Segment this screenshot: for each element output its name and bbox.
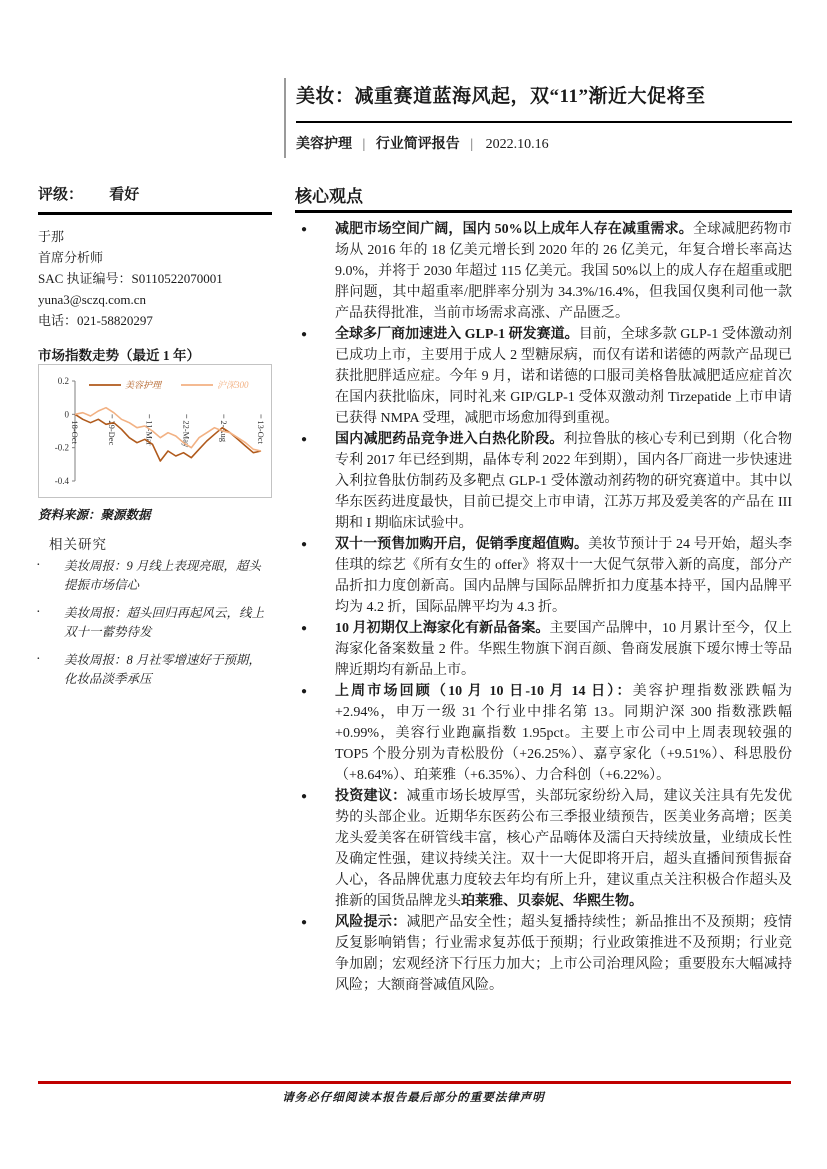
core-views-list — [295, 219, 792, 996]
legal-disclaimer: 请务必仔细阅读本报告最后部分的重要法律声明 — [282, 1092, 545, 1104]
industry-category: 美容护理 — [296, 137, 352, 152]
chart-title: 市场指数走势（最近 1 年） — [38, 348, 200, 363]
page-title: 美妆：减重赛道蓝海风起，双“11”渐近大促将至 — [296, 86, 706, 107]
subtitle-separator: | — [470, 137, 474, 152]
market-index-chart — [38, 364, 272, 498]
bullet-marker: ● — [301, 686, 308, 697]
bullet-marker: ● — [301, 329, 308, 340]
svg-text:-0.2: -0.2 — [54, 442, 69, 453]
bullet-body: 减重市场长坡厚雪，头部玩家纷纷入局，建议关注具有先发优势的头部企业。近期华东医药公布三季报业绩预告，医美业务高增；医美龙头爱美客在研管线丰富，核心产品嗨体及濡白天持续放量，业绩成长性及确定性强，建议持续关注。双十一大促即将开启，超头直播间预售振奋人心，各品牌优惠力度较去年均有所上升，建议重点关注积极合作超头及推新的国货品牌龙头 — [335, 789, 792, 909]
bullet-lead: 国内减肥药品竞争进入白热化阶段。 — [335, 432, 564, 447]
rating-value: 看好 — [109, 186, 140, 203]
bullet-body: 美容护理指数涨跌幅为 +2.94%，申万一级 31 个行业中排名第 13。同期沪深 300 指数涨跌幅 +0.99%，美容行业跑赢指数 1.95pct。主要上市公司中上周表现较强的 TOP5 个股分别为青松股份（+26.25%）、嘉亨家化（+9.51%）、科思股份（+8.64%）、珀莱雅（+6.35%）、力合科创（+6.22%）。 — [335, 684, 793, 783]
svg-text:-0.4: -0.4 — [54, 476, 69, 486]
report-subtitle — [296, 133, 793, 153]
bullet-body: 全球减肥药物市场从 2016 年的 18 亿美元增长到 2020 年的 26 亿美元，年复合增长率高达 9.0%，并将于 2030 年超过 115 亿美元。我国 50%以上的成人存在超重或肥胖问题，其中超重率/肥胖率分别为 34.3%/16.4%，但我国仅奥利司他一款产品获得批准，当前市场需求高涨、产品匮乏。 — [335, 222, 793, 321]
bullet-body: 利拉鲁肽的核心专利已到期（化合物专利 2017 年已经到期，晶体专利 2022 年到期），国内各厂商进一步快速进入利拉鲁肽仿制药及多靶点 GLP-1 受体激动剂药物的研究赛道中。其中以华东医药进度最快，目前已提交上市申请，江苏万邦及爱美客的产品在 III 期和 I 期临床试验中。 — [335, 432, 793, 531]
report-date: 2022.10.16 — [485, 137, 549, 152]
core-view-item — [295, 219, 792, 324]
related-research-item — [34, 651, 272, 689]
bullet-marker: ● — [301, 434, 308, 445]
title-accent-bar — [284, 78, 286, 158]
analyst-email: yuna3@sczq.com.cn — [38, 292, 146, 307]
subtitle-separator: | — [362, 137, 366, 152]
related-research-item — [34, 557, 272, 595]
svg-text:11-Mar: 11-Mar — [144, 420, 155, 446]
bullet-marker: ● — [301, 224, 308, 235]
analyst-phone: 电话：021-58820297 — [38, 313, 153, 328]
core-view-item — [295, 912, 792, 996]
analyst-sac-number: SAC 执证编号：S0110522070001 — [38, 271, 223, 286]
bullet-text — [335, 324, 792, 429]
related-research-text: 美妆周报：9 月线上表现亮眼，超头提振市场信心 — [64, 559, 261, 592]
svg-text:0: 0 — [64, 409, 69, 420]
core-view-item — [295, 681, 792, 786]
footer-red-rule — [38, 1081, 791, 1084]
svg-text:13-Oct: 13-Oct — [256, 420, 266, 444]
bullet-bold-tail: 珀莱雅、贝泰妮、华熙生物。 — [461, 894, 643, 909]
core-view-item — [295, 429, 792, 534]
analyst-block — [38, 226, 272, 331]
line-chart-canvas — [39, 365, 271, 497]
bullet-text — [335, 429, 792, 534]
list-bullet-dot: · — [36, 558, 41, 573]
bullet-text — [335, 786, 792, 912]
svg-text:美容护理: 美容护理 — [125, 380, 162, 390]
bullet-text — [335, 912, 792, 996]
core-view-item — [295, 618, 792, 681]
bullet-lead: 风险提示： — [335, 915, 407, 930]
bullet-lead: 双十一预售加购开启，促销季度超值购。 — [335, 537, 589, 552]
bullet-body: 减肥产品安全性；超头复播持续性；新品推出不及预期；疫情反复影响销售；行业需求复苏低于预期；行业政策推进不及预期；行业竞争加剧；宏观经济下行压力加大；上市公司治理风险；重要股东大幅减持风险；大额商誉减值风险。 — [335, 915, 792, 993]
bullet-text — [335, 534, 792, 618]
core-view-item — [295, 534, 792, 618]
svg-text:29-Dec: 29-Dec — [107, 420, 118, 446]
related-research-list — [34, 557, 272, 698]
related-research-item — [34, 604, 272, 642]
svg-text:22-May: 22-May — [181, 420, 192, 448]
related-research-text: 美妆周报：8 月社零增速好于预期，化妆品淡季承压 — [64, 653, 261, 686]
svg-text:18-Oct: 18-Oct — [70, 420, 80, 444]
bullet-lead: 全球多厂商加速进入 GLP-1 研发赛道。 — [335, 327, 579, 342]
list-bullet-dot: · — [36, 652, 41, 667]
rating-label: 评级： — [38, 186, 84, 203]
chart-source: 资料来源：聚源数据 — [38, 508, 151, 522]
bullet-text — [335, 618, 792, 681]
analyst-title: 首席分析师 — [38, 250, 104, 265]
bullet-lead: 10 月初期仅上海家化有新品备案。 — [335, 621, 550, 636]
list-bullet-dot: · — [36, 605, 41, 620]
svg-text:0.2: 0.2 — [57, 376, 69, 386]
bullet-marker: ● — [301, 623, 308, 634]
bullet-text — [335, 219, 792, 324]
bullet-body: 主要国产品牌中，10 月累计至今，仅上海家化备案数量 2 件。华熙生物旗下润百颜、鲁商发展旗下瑷尔博士等品牌近期均有新品上市。 — [335, 621, 793, 678]
bullet-body: 目前，全球多款 GLP-1 受体激动剂已成功上市，主要用于成人 2 型糖尿病，而仅有诺和诺德的两款产品现已获批肥胖适应症。今年 9 月，诺和诺德的口服司美格鲁肽减肥适应症首次在国内获批临床，同时礼来 GIP/GLP-1 受体双激动剂 Tirzepatide 上市申请已获得 NMPA 受理，减肥市场愈加得到重视。 — [335, 327, 792, 426]
bullet-text — [335, 681, 792, 786]
bullet-marker: ● — [301, 791, 308, 802]
bullet-lead: 投资建议： — [335, 789, 407, 804]
bullet-body: 美妆节预计于 24 号开始，超头李佳琪的综艺《所有女生的 offer》将双十一大促气氛带入新的高度，部分产品折扣力度创新高。国内品牌与国际品牌折扣力度基本持平，国内品牌平均为 4.2 折，国际品牌平均为 4.3 折。 — [335, 537, 792, 615]
related-research-title: 相关研究 — [49, 537, 107, 552]
analyst-name: 于那 — [38, 229, 65, 244]
core-views-divider — [295, 210, 792, 213]
bullet-lead: 减肥市场空间广阔，国内 50%以上成年人存在减重需求。 — [335, 222, 693, 237]
svg-text:沪深300: 沪深300 — [217, 380, 249, 390]
core-view-item — [295, 786, 792, 912]
bullet-marker: ● — [301, 539, 308, 550]
bullet-marker: ● — [301, 917, 308, 928]
svg-text:2-Aug: 2-Aug — [218, 420, 229, 443]
related-research-text: 美妆周报：超头回归再起风云，线上双十一蓄势待发 — [64, 606, 265, 639]
core-view-item — [295, 324, 792, 429]
rating-row — [38, 183, 272, 204]
core-views-heading: 核心观点 — [295, 187, 363, 206]
rating-divider — [38, 212, 272, 215]
bullet-lead: 上周市场回顾（10 月 10 日-10 月 14 日）： — [335, 684, 633, 699]
title-divider — [296, 121, 792, 123]
report-type: 行业简评报告 — [375, 137, 460, 152]
